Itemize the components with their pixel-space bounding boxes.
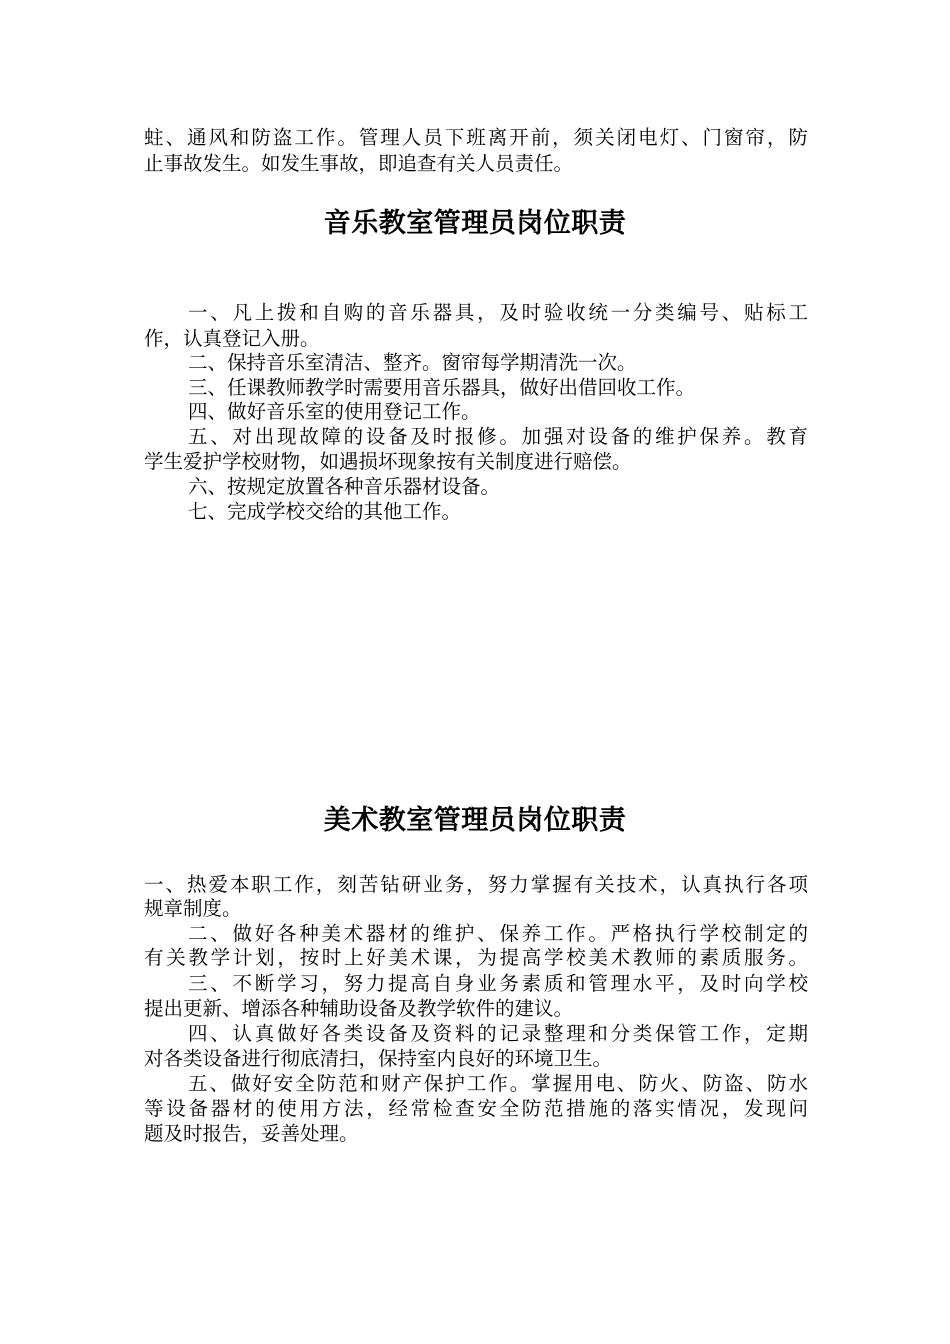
art-duty-line: 有关教学计划，按时上好美术课，为提高学校美术教师的素质服务。 xyxy=(144,946,808,969)
art-duty-line: 提出更新、增添各种辅助设备及教学软件的建议。 xyxy=(144,997,574,1020)
art-duty-line: 三、不断学习，努力提高自身业务素质和管理水平，及时向学校 xyxy=(188,972,808,995)
music-duty-line: 作，认真登记入册。 xyxy=(144,327,320,350)
music-section-title: 音乐教室管理员岗位职责 xyxy=(323,208,627,239)
music-duty-line: 二、保持音乐室清洁、整齐。窗帘每学期清洗一次。 xyxy=(188,351,637,374)
music-duty-line: 五、对出现故障的设备及时报修。加强对设备的维护保养。教育 xyxy=(188,425,808,448)
art-duty-line: 规章制度。 xyxy=(144,897,242,920)
art-duty-line: 题及时报告，妥善处理。 xyxy=(144,1122,359,1145)
art-duty-line: 等设备器材的使用方法，经常检查安全防范措施的落实情况，发现问 xyxy=(144,1097,808,1120)
music-duty-line: 一、凡上拨和自购的音乐器具，及时验收统一分类编号、贴标工 xyxy=(188,301,808,324)
art-duty-line: 五、做好安全防范和财产保护工作。掌握用电、防火、防盗、防水 xyxy=(188,1072,808,1095)
art-duty-line: 二、做好各种美术器材的维护、保养工作。严格执行学校制定的 xyxy=(188,922,808,945)
music-duty-line: 三、任课教师教学时需要用音乐器具，做好出借回收工作。 xyxy=(188,376,696,399)
intro-line: 蛀、通风和防盗工作。管理人员下班离开前，须关闭电灯、门窗帘，防 xyxy=(144,126,808,149)
music-duty-line: 六、按规定放置各种音乐器材设备。 xyxy=(188,475,501,498)
intro-line: 止事故发生。如发生事故，即追查有关人员责任。 xyxy=(144,152,574,175)
music-duty-line: 四、做好音乐室的使用登记工作。 xyxy=(188,400,481,423)
art-section-title: 美术教室管理员岗位职责 xyxy=(323,805,627,836)
music-duty-line: 学生爱护学校财物，如遇损坏现象按有关制度进行赔偿。 xyxy=(144,450,632,473)
art-duty-line: 对各类设备进行彻底清扫，保持室内良好的环境卫生。 xyxy=(144,1047,613,1070)
music-duty-line: 七、完成学校交给的其他工作。 xyxy=(188,500,462,523)
art-duty-line: 一、热爱本职工作，刻苦钻研业务，努力掌握有关技术，认真执行各项 xyxy=(144,873,808,896)
art-duty-line: 四、认真做好各类设备及资料的记录整理和分类保管工作，定期 xyxy=(188,1022,808,1045)
